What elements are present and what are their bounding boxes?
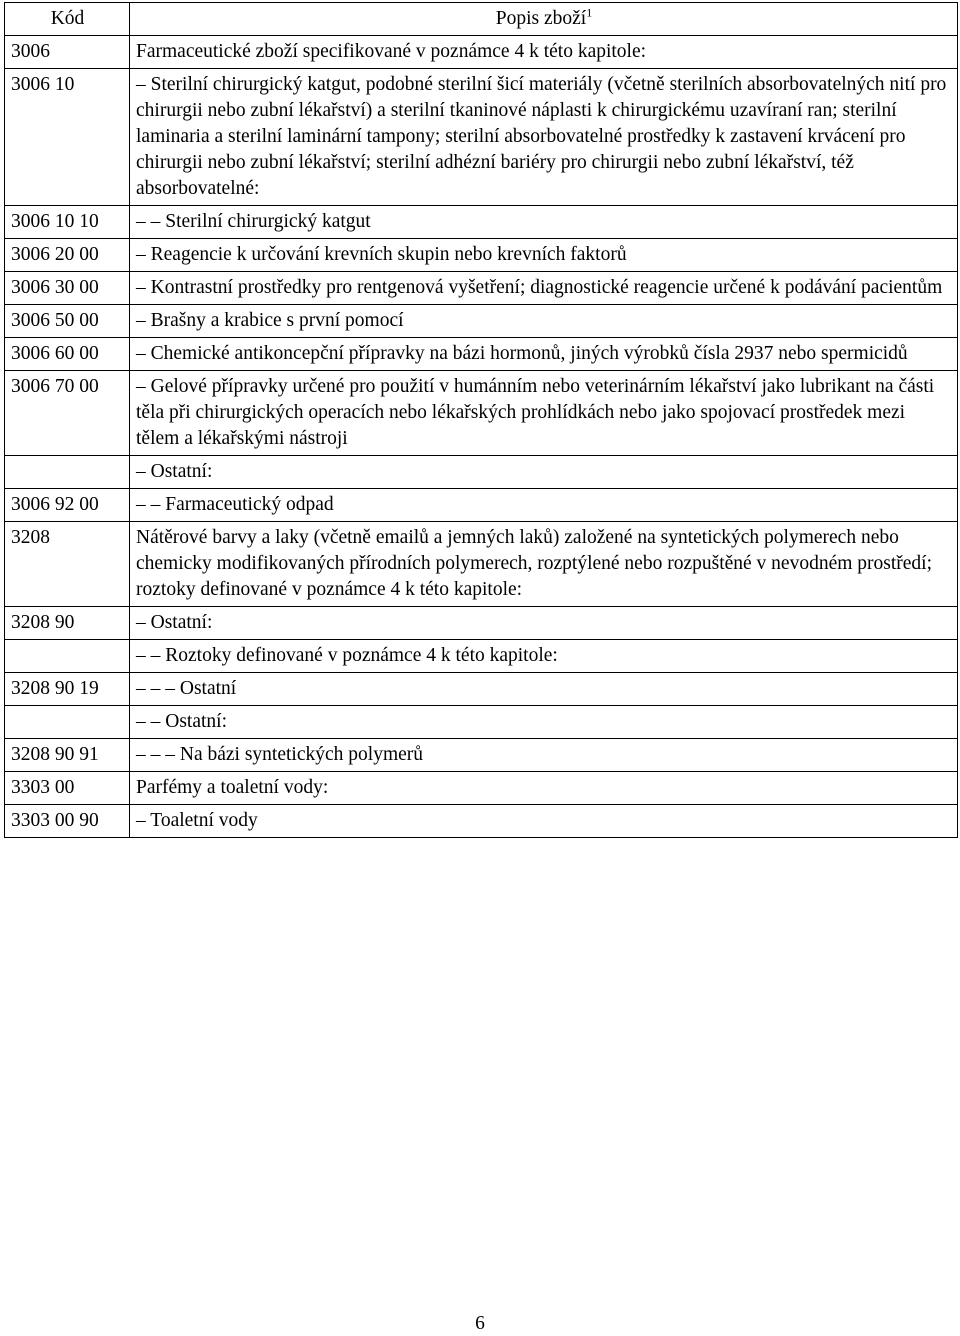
code-cell: 3208 90: [5, 607, 130, 640]
description-cell: [130, 371, 958, 456]
table-row: [5, 805, 958, 838]
description-text: Sterilní chirurgický katgut: [165, 211, 371, 232]
table-row: [5, 640, 958, 673]
code-cell: 3006 20 00: [5, 239, 130, 272]
table-row: [5, 272, 958, 305]
description-text: Parfémy a toaletní vody:: [136, 777, 329, 798]
description-cell: [130, 607, 958, 640]
indent-dashes: – –: [136, 211, 161, 232]
description-text: Nátěrové barvy a laky (včetně emailů a jemných laků) založené na syntetických polymerech nebo chemicky modifikovaných přírodních polymerech, rozptýlené nebo rozpuštěné v nevodném prostředí; roztoky definované v poznámce 4 k této kapitole:: [136, 527, 933, 600]
table-row: [5, 206, 958, 239]
indent-dashes: –: [136, 612, 146, 633]
description-cell: [130, 640, 958, 673]
description-text: Chemické antikoncepční přípravky na bázi hormonů, jiných výrobků čísla 2937 nebo spermicidů: [150, 343, 908, 364]
code-cell: [5, 640, 130, 673]
description-text: Toaletní vody: [150, 810, 258, 831]
description-cell: [130, 522, 958, 607]
table-row: [5, 489, 958, 522]
code-cell: 3208 90 91: [5, 739, 130, 772]
page-number: 6: [475, 1313, 485, 1334]
table-header-row: [5, 3, 958, 36]
table-row: [5, 305, 958, 338]
indent-dashes: –: [136, 244, 146, 265]
description-cell: [130, 69, 958, 206]
table-row: [5, 338, 958, 371]
header-description-label: Popis zboží: [495, 8, 587, 29]
table-row: [5, 772, 958, 805]
description-text: Roztoky definované v poznámce 4 k této kapitole:: [165, 645, 558, 666]
header-code: Kód: [5, 3, 130, 36]
code-cell: 3303 00: [5, 772, 130, 805]
indent-dashes: –: [136, 376, 146, 397]
table-row: [5, 607, 958, 640]
indent-dashes: – –: [136, 645, 161, 666]
table-row: [5, 739, 958, 772]
description-cell: [130, 772, 958, 805]
code-cell: 3208 90 19: [5, 673, 130, 706]
code-cell: 3303 00 90: [5, 805, 130, 838]
indent-dashes: –: [136, 74, 146, 95]
table-row: [5, 456, 958, 489]
code-cell: 3006 60 00: [5, 338, 130, 371]
indent-dashes: –: [136, 810, 146, 831]
table-row: [5, 69, 958, 206]
description-cell: [130, 272, 958, 305]
indent-dashes: – – –: [136, 678, 175, 699]
description-text: Reagencie k určování krevních skupin nebo krevních faktorů: [150, 244, 627, 265]
indent-dashes: –: [136, 343, 146, 364]
code-cell: 3006 30 00: [5, 272, 130, 305]
code-cell: [5, 706, 130, 739]
description-cell: [130, 739, 958, 772]
description-cell: [130, 239, 958, 272]
description-cell: [130, 338, 958, 371]
table-row: [5, 673, 958, 706]
description-cell: [130, 673, 958, 706]
description-text: Ostatní: [179, 678, 237, 699]
indent-dashes: –: [136, 310, 146, 331]
indent-dashes: –: [136, 277, 146, 298]
description-text: Ostatní:: [150, 461, 213, 482]
description-text: Brašny a krabice s první pomocí: [150, 310, 404, 331]
table-body: [5, 36, 958, 838]
description-text: Farmaceutické zboží specifikované v poznámce 4 k této kapitole:: [136, 41, 647, 62]
indent-dashes: –: [136, 461, 146, 482]
description-text: Ostatní:: [165, 711, 227, 732]
code-cell: 3006 10 10: [5, 206, 130, 239]
table-row: [5, 371, 958, 456]
description-text: Gelové přípravky určené pro použití v humánním nebo veterinárním lékařství jako lubrikant na části těla při chirurgických operacích nebo lékařských prohlídkách nebo jako spojovací prostředek mezi tělem a lékařskými nástroji: [136, 376, 935, 449]
description-cell: [130, 706, 958, 739]
description-text: Ostatní:: [150, 612, 213, 633]
description-cell: [130, 206, 958, 239]
indent-dashes: – –: [136, 494, 161, 515]
indent-dashes: – – –: [136, 744, 175, 765]
indent-dashes: – –: [136, 711, 161, 732]
description-cell: [130, 305, 958, 338]
footnote-marker: 1: [586, 5, 593, 20]
description-cell: [130, 36, 958, 69]
description-text: Na bázi syntetických polymerů: [179, 744, 424, 765]
code-cell: 3006 92 00: [5, 489, 130, 522]
code-cell: 3006: [5, 36, 130, 69]
code-cell: [5, 456, 130, 489]
table-row: [5, 36, 958, 69]
code-cell: 3208: [5, 522, 130, 607]
header-description: [130, 3, 958, 36]
table-row: [5, 239, 958, 272]
description-cell: [130, 489, 958, 522]
code-cell: 3006 70 00: [5, 371, 130, 456]
table-row: [5, 522, 958, 607]
description-text: Sterilní chirurgický katgut, podobné sterilní šicí materiály (včetně sterilních absorbovatelných nití pro chirurgii nebo zubní lékařství) a sterilní tkaninové náplasti k chirurgickému uzavíraní ran; sterilní laminaria a sterilní laminární tampony; sterilní absorbovatelné prostředky k zastavení krvácení pro chirurgii nebo zubní lékařství; sterilní adhézní bariéry pro chirurgii nebo zubní lékařství, též absorbovatelné:: [136, 74, 947, 199]
description-cell: [130, 456, 958, 489]
table-row: [5, 706, 958, 739]
code-cell: 3006 10: [5, 69, 130, 206]
code-cell: 3006 50 00: [5, 305, 130, 338]
description-text: Kontrastní prostředky pro rentgenová vyšetření; diagnostické reagencie určené k podávání pacientům: [150, 277, 943, 298]
description-cell: [130, 805, 958, 838]
tariff-table: [4, 2, 958, 838]
description-text: Farmaceutický odpad: [165, 494, 334, 515]
